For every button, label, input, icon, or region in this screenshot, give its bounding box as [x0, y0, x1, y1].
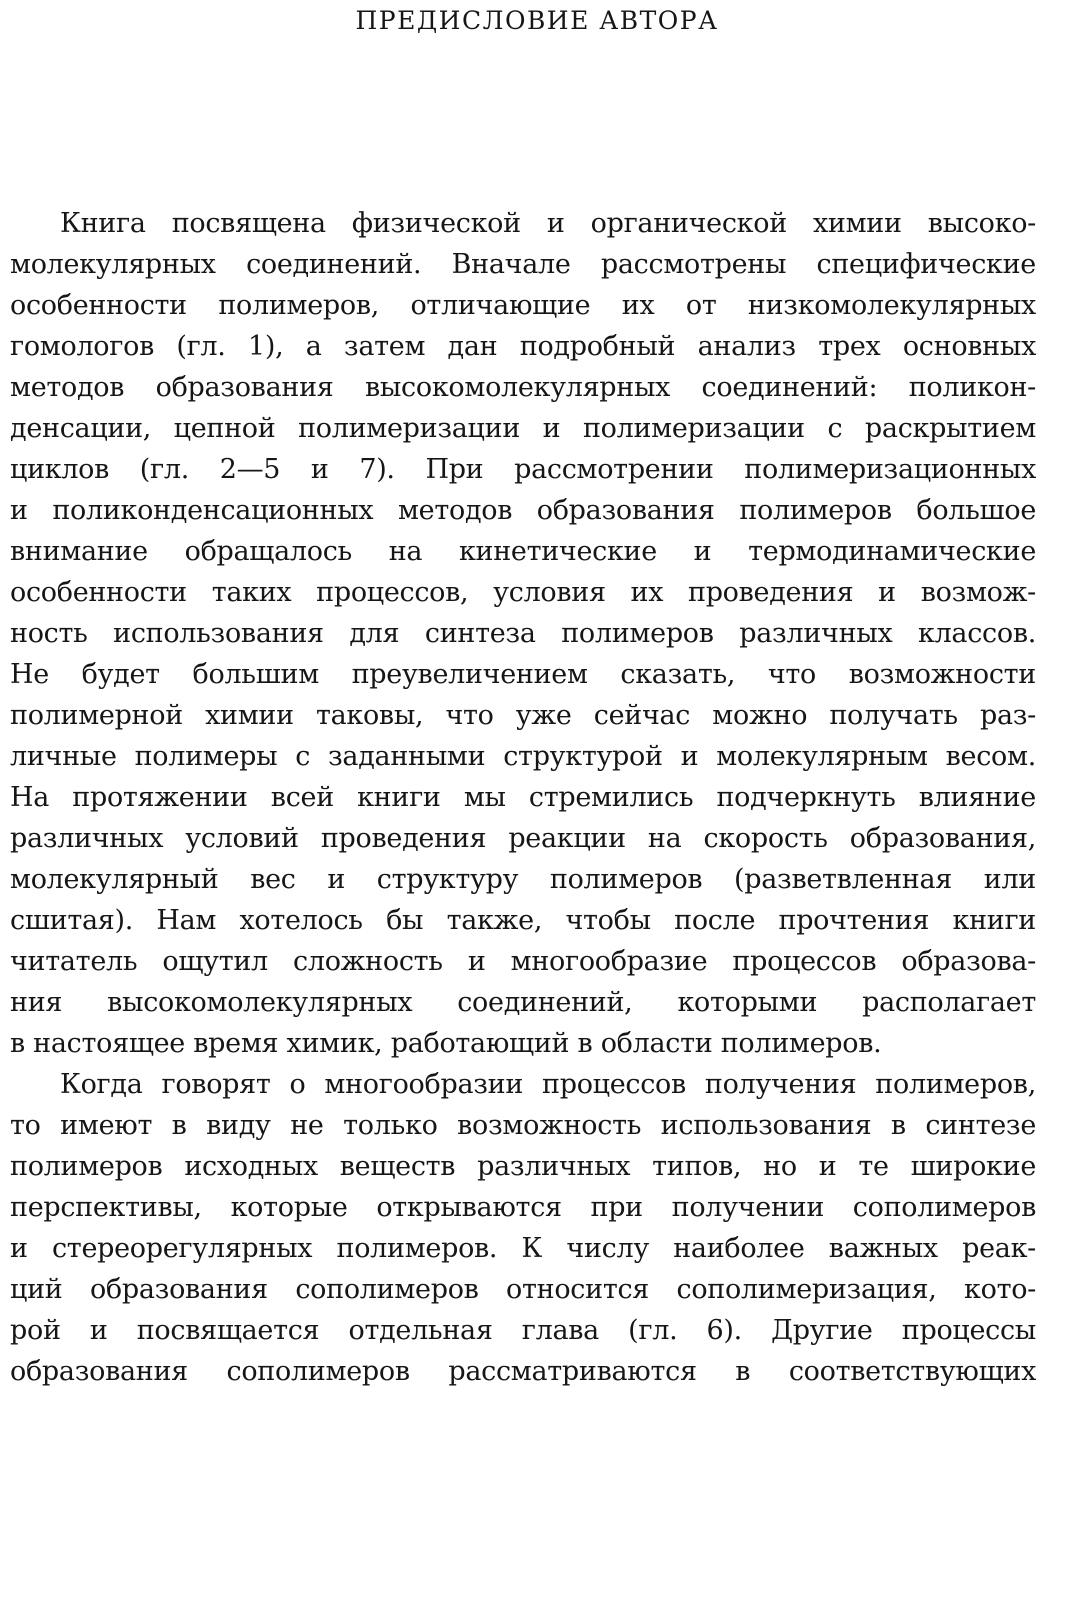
page-heading: ПРЕДИСЛОВИЕ АВТОРА — [355, 6, 719, 35]
text-line: в настоящее время химик, работающий в области полимеров. — [10, 1028, 882, 1059]
text-line: молекулярный вес и структуру полимеров (разветвленная или — [10, 864, 1036, 895]
text-line: методов образования высокомолекулярных соединений: поликон- — [10, 372, 1036, 403]
text-line: молекулярных соединений. Вначале рассмотрены специфические — [10, 249, 1036, 280]
text-line: На протяжении всей книги мы стремились подчеркнуть влияние — [10, 782, 1036, 813]
text-line: полимерной химии таковы, что уже сейчас можно получать раз- — [10, 700, 1036, 731]
text-line: циклов (гл. 2—5 и 7). При рассмотрении полимеризационных — [10, 454, 1036, 485]
text-line: различных условий проведения реакции на скорость образования, — [10, 823, 1036, 854]
text-line: особенности таких процессов, условия их проведения и возмож- — [10, 577, 1036, 608]
text-line: перспективы, которые открываются при получении сополимеров — [10, 1192, 1036, 1223]
text-line: Книга посвящена физической и органической химии высоко- — [60, 208, 1036, 239]
text-line: рой и посвящается отдельная глава (гл. 6). Другие процессы — [10, 1315, 1036, 1346]
text-line: гомологов (гл. 1), а затем дан подробный анализ трех основных — [10, 331, 1036, 362]
paragraph-2 — [10, 1064, 1036, 1392]
text-line: Не будет большим преувеличением сказать, что возможности — [10, 659, 1036, 690]
text-line: внимание обращалось на кинетические и термодинамические — [10, 536, 1036, 567]
body-text — [10, 203, 1036, 1392]
text-line: и поликонденсационных методов образования полимеров большое — [10, 495, 1036, 526]
text-line: полимеров исходных веществ различных типов, но и те широкие — [10, 1151, 1036, 1182]
text-line: особенности полимеров, отличающие их от низкомолекулярных — [10, 290, 1036, 321]
text-line: читатель ощутил сложность и многообразие процессов образова- — [10, 946, 1036, 977]
text-line: сшитая). Нам хотелось бы также, чтобы после прочтения книги — [10, 905, 1036, 936]
text-line: то имеют в виду не только возможность использования в синтезе — [10, 1110, 1036, 1141]
text-line: денсации, цепной полимеризации и полимеризации с раскрытием — [10, 413, 1036, 444]
text-line: ния высокомолекулярных соединений, которыми располагает — [10, 987, 1036, 1018]
text-line: образования сополимеров рассматриваются в соответствующих — [10, 1356, 1036, 1387]
text-line: Когда говорят о многообразии процессов получения полимеров, — [60, 1069, 1036, 1100]
text-line: и стереорегулярных полимеров. К числу наиболее важных реак- — [10, 1233, 1036, 1264]
text-line: личные полимеры с заданными структурой и молекулярным весом. — [10, 741, 1036, 772]
text-line: ций образования сополимеров относится сополимеризация, кото- — [10, 1274, 1036, 1305]
paragraph-1 — [10, 203, 1036, 1064]
text-line: ность использования для синтеза полимеров различных классов. — [10, 618, 1036, 649]
